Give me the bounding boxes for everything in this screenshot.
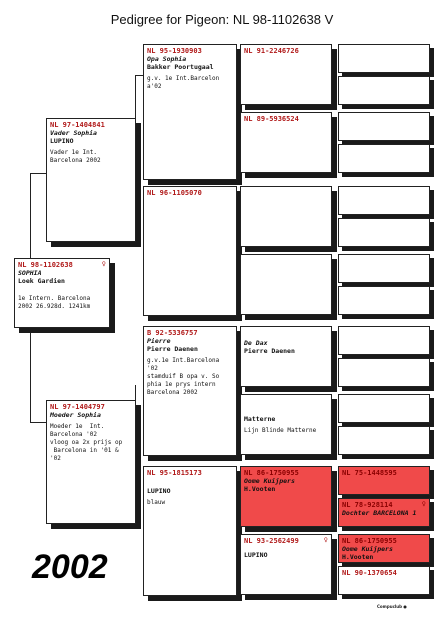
- ring-number: NL 98-1102638: [18, 261, 73, 269]
- great-grandparent-card[interactable]: [240, 44, 332, 105]
- connector-line: [135, 75, 143, 76]
- owner-name: Pierre Daenen: [147, 345, 198, 353]
- year-label: 2002: [32, 548, 108, 586]
- pigeon-name: Vader Sophia: [50, 129, 97, 137]
- ancestor-slot[interactable]: [338, 358, 430, 387]
- ring-number: NL 97-1404841: [50, 121, 105, 129]
- ring-number: NL 93-2562499: [244, 537, 299, 545]
- owner-name: H.Vooten: [342, 553, 374, 561]
- maternal-grandfather-card[interactable]: [143, 326, 237, 456]
- ring-number: NL 75-1448595: [342, 469, 397, 477]
- owner-name: LUPINO: [147, 487, 171, 495]
- ancestor-slot[interactable]: [338, 326, 430, 355]
- ring-number: NL 78-928114: [342, 501, 393, 509]
- pigeon-name: Oome Kuijpers: [342, 545, 393, 553]
- female-symbol-icon: ♀: [101, 260, 106, 268]
- ring-number: NL 90-1370654: [342, 569, 397, 577]
- pigeon-name: Pierre: [147, 337, 171, 345]
- owner-name: Matterne: [244, 415, 276, 423]
- ring-number: NL 86-1750955: [244, 469, 299, 477]
- ancestor-slot[interactable]: [338, 76, 430, 105]
- pigeon-name: Moeder Sophia: [50, 411, 101, 419]
- ancestor-slot[interactable]: [338, 186, 430, 215]
- ancestor-slot[interactable]: [338, 286, 430, 315]
- ring-number: NL 91-2246726: [244, 47, 299, 55]
- father-pigeon-card[interactable]: [46, 118, 136, 242]
- ancestor-slot[interactable]: [338, 254, 430, 283]
- pigeon-name: Opa Sophia: [147, 55, 187, 63]
- owner-name: H.Vooten: [244, 485, 276, 493]
- pigeon-notes: blauw: [147, 499, 166, 506]
- ring-number: NL 86-1750955: [342, 537, 397, 545]
- maternal-grandmother-card[interactable]: [143, 466, 237, 596]
- owner-name: LUPINO: [244, 551, 268, 559]
- connector-line: [30, 422, 46, 423]
- pigeon-notes: 1e Intern. Barcelona 2002 26.928d. 1241km: [18, 295, 91, 310]
- ancestor-slot[interactable]: [338, 112, 430, 141]
- connector-line: [30, 173, 31, 261]
- ring-number: NL 97-1404797: [50, 403, 105, 411]
- great-grandparent-card[interactable]: [240, 254, 332, 315]
- pigeon-notes: Lijn Blinde Matterne: [244, 427, 317, 434]
- connector-line: [30, 328, 31, 422]
- ring-number: NL 95-1815173: [147, 469, 202, 477]
- ancestor-slot[interactable]: [338, 394, 430, 423]
- owner-name: LUPINO: [50, 137, 74, 145]
- ring-number: NL 96-1105070: [147, 189, 202, 197]
- page-title: Pedigree for Pigeon: NL 98-1102638 V: [110, 12, 334, 27]
- owner-name: Bakker Poortugaal: [147, 63, 214, 71]
- paternal-grandfather-card[interactable]: [143, 44, 237, 180]
- great-grandparent-card[interactable]: [240, 466, 332, 527]
- great-grandparent-card[interactable]: [240, 326, 332, 387]
- subject-pigeon-card[interactable]: [14, 258, 110, 328]
- ring-number: NL 95-1930903: [147, 47, 202, 55]
- owner-name: Loek Gardien: [18, 277, 65, 285]
- ancestor-slot[interactable]: [338, 466, 430, 495]
- ring-number: B 92-5336757: [147, 329, 198, 337]
- great-grandparent-card[interactable]: [240, 534, 332, 595]
- pigeon-notes: Moeder 1e Int. Barcelona '02 vloog oa 2x prijs op Barcelona in '01 & '02: [50, 423, 123, 462]
- female-symbol-icon: ♀: [323, 536, 328, 544]
- pigeon-notes: g.v. 1e Int.Barcelon a'02: [147, 75, 220, 90]
- pigeon-name: SOPHIA: [18, 269, 42, 277]
- mother-pigeon-card[interactable]: [46, 400, 136, 524]
- ancestor-slot[interactable]: [338, 566, 430, 595]
- pigeon-name: De Dax: [244, 339, 268, 347]
- great-grandparent-card[interactable]: [240, 186, 332, 247]
- ancestor-slot[interactable]: [338, 44, 430, 73]
- pigeon-name: Dochter BARCELONA 1: [342, 509, 417, 517]
- paternal-grandmother-card[interactable]: [143, 186, 237, 316]
- great-grandparent-card[interactable]: [240, 394, 332, 455]
- ancestor-slot[interactable]: [338, 498, 430, 527]
- pigeon-notes: g.v.1e Int.Barcelona '02 stamduif B opa v. So phia 1e prys intern Barcelona 2002: [147, 357, 220, 396]
- ancestor-slot[interactable]: [338, 534, 430, 563]
- owner-name: Pierre Daenen: [244, 347, 295, 355]
- ring-number: NL 89-5936524: [244, 115, 299, 123]
- ancestor-slot[interactable]: [338, 426, 430, 455]
- pigeon-notes: Vader 1e Int. Barcelona 2002: [50, 149, 101, 164]
- pigeon-name: Oome Kuijpers: [244, 477, 295, 485]
- female-symbol-icon: ♀: [421, 500, 426, 508]
- ancestor-slot[interactable]: [338, 218, 430, 247]
- software-credit: Compuclub ●: [377, 604, 407, 609]
- connector-line: [30, 173, 46, 174]
- ancestor-slot[interactable]: [338, 144, 430, 173]
- great-grandparent-card[interactable]: [240, 112, 332, 173]
